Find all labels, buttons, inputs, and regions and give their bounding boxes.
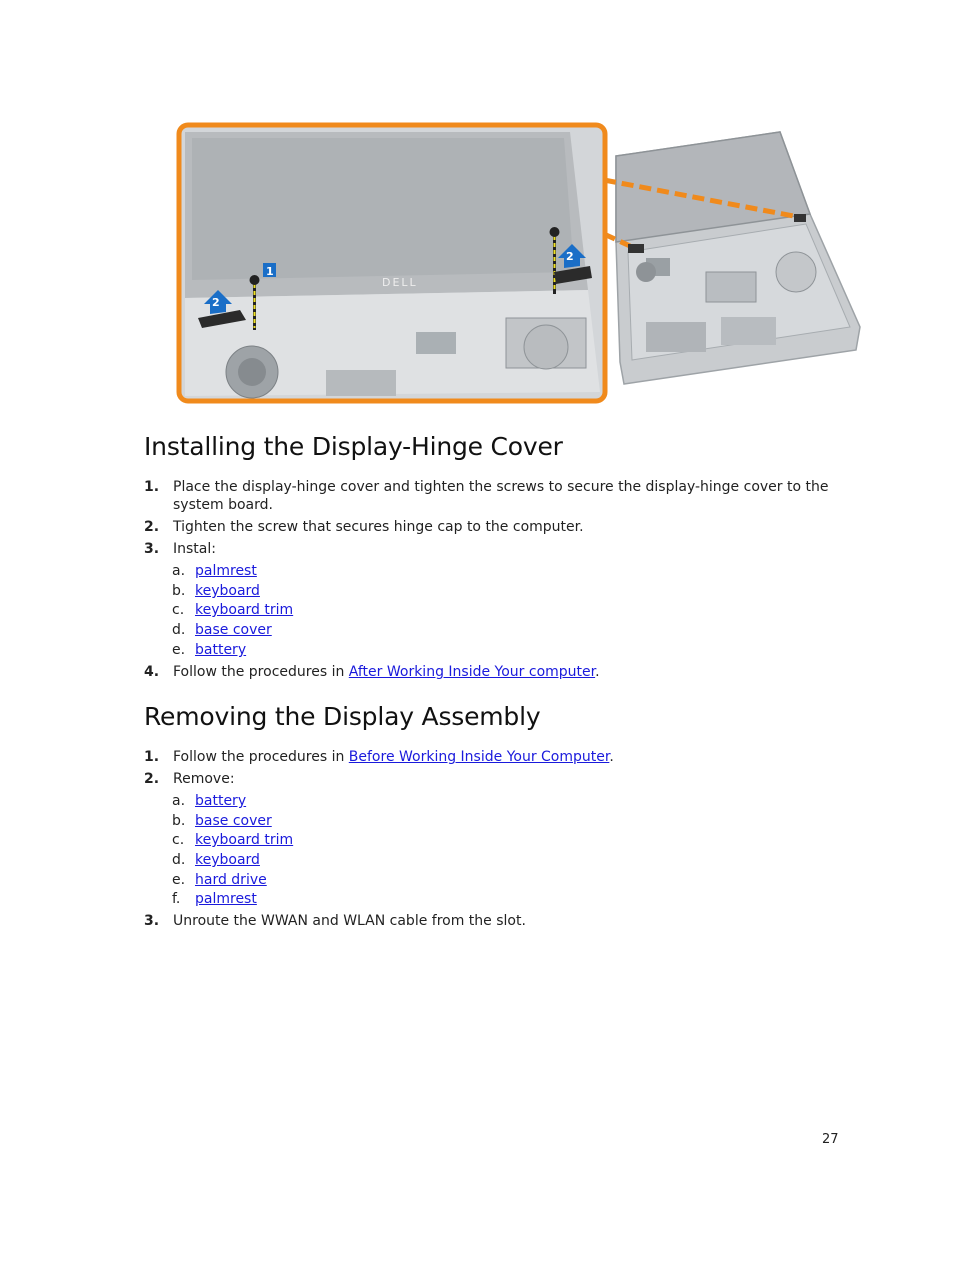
- link-palmrest[interactable]: palmrest: [195, 563, 257, 579]
- step-text: Tighten the screw that secures hinge cap to the computer.: [173, 519, 584, 535]
- link-base-cover[interactable]: base cover: [195, 813, 272, 829]
- step-number: 4.: [144, 664, 160, 680]
- step-text: Unroute the WWAN and WLAN cable from the slot.: [173, 913, 526, 929]
- step-number: 1.: [144, 479, 160, 495]
- sub-item-letter: c.: [172, 832, 185, 848]
- sub-item-letter: f.: [172, 891, 181, 907]
- link-base-cover[interactable]: base cover: [195, 622, 272, 638]
- callout-1-label: 1: [266, 265, 274, 278]
- step-number: 3.: [144, 913, 160, 929]
- link-before-working-inside[interactable]: Before Working Inside Your Computer: [348, 749, 610, 765]
- step-text: [173, 663, 843, 681]
- step-text-suffix: .: [609, 749, 614, 765]
- brand-logo: DELL: [382, 276, 418, 289]
- step-text-prefix: Follow the procedures in: [173, 664, 349, 680]
- link-palmrest[interactable]: palmrest: [195, 891, 257, 907]
- callout-2-label: 2: [566, 250, 574, 263]
- sub-item-letter: a.: [172, 563, 186, 579]
- laptop-overview: [616, 132, 860, 384]
- step-text: [173, 748, 843, 766]
- section-heading: Installing the Display-Hinge Cover: [144, 432, 563, 461]
- link-keyboard-trim[interactable]: keyboard trim: [195, 602, 294, 618]
- page-number: 27: [822, 1132, 839, 1147]
- zoom-detail: [179, 125, 605, 401]
- step-text-prefix: Follow the procedures in: [173, 749, 349, 765]
- step-number: 3.: [144, 541, 160, 557]
- link-keyboard[interactable]: keyboard: [195, 852, 260, 868]
- link-hard-drive[interactable]: hard drive: [195, 872, 267, 888]
- sub-item-letter: e.: [172, 872, 186, 888]
- hinge-cover-figure: [176, 122, 862, 404]
- link-keyboard[interactable]: keyboard: [195, 583, 260, 599]
- sub-item-letter: b.: [172, 583, 186, 599]
- callout-2-label: 2: [212, 296, 220, 309]
- sub-item-letter: d.: [172, 852, 186, 868]
- link-keyboard-trim[interactable]: keyboard trim: [195, 832, 294, 848]
- step-number: 2.: [144, 519, 160, 535]
- sub-item-letter: a.: [172, 793, 186, 809]
- step-text: Remove:: [173, 771, 235, 787]
- step-number: 1.: [144, 749, 160, 765]
- sub-item-letter: b.: [172, 813, 186, 829]
- step-text: Instal:: [173, 541, 216, 557]
- link-after-working-inside[interactable]: After Working Inside Your computer: [348, 664, 596, 680]
- link-battery[interactable]: battery: [195, 793, 247, 809]
- sub-item-letter: d.: [172, 622, 186, 638]
- step-text: Place the display-hinge cover and tighten the screws to secure the display-hinge cover to the system board.: [173, 479, 829, 513]
- step-text-suffix: .: [595, 664, 600, 680]
- sub-item-letter: e.: [172, 642, 186, 658]
- step-number: 2.: [144, 771, 160, 787]
- link-battery[interactable]: battery: [195, 642, 247, 658]
- sub-item-letter: c.: [172, 602, 185, 618]
- section-heading: Removing the Display Assembly: [144, 702, 541, 731]
